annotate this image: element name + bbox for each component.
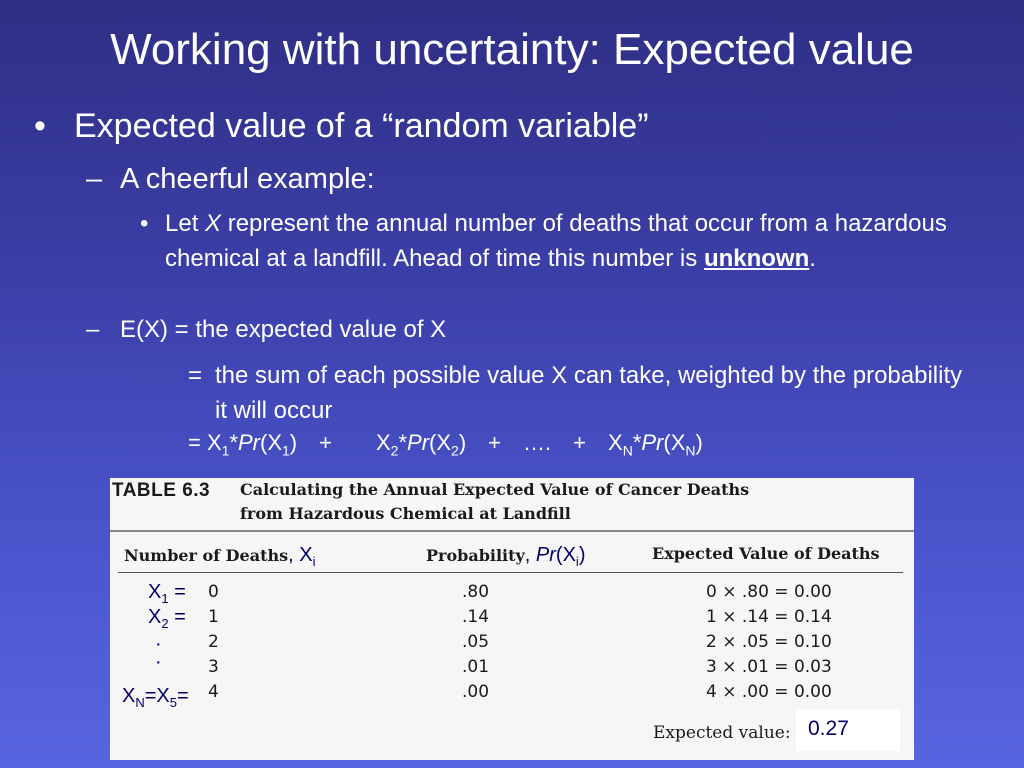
table-caption-line2: from Hazardous Chemical at Landfill [240, 504, 571, 523]
column-header-deaths-overlay [288, 544, 316, 569]
overlay-sub: i [312, 554, 316, 569]
subbullet-ex-definition [86, 316, 446, 344]
label-eq: = [168, 581, 186, 603]
formula-dots: …. [523, 430, 552, 455]
table-cell-deaths: 0 [208, 582, 219, 602]
column-header-deaths [124, 544, 315, 569]
table-cell-deaths: 1 [208, 607, 219, 627]
definition-sum-text: the sum of each possible value X can take, weighted by the probability it will occur [215, 362, 963, 424]
formula-arg: (X [663, 430, 686, 455]
formula-star: * [632, 430, 642, 455]
formula-plus: + [488, 430, 502, 455]
formula-star: * [229, 430, 238, 455]
column-header-deaths-text: Number of Deaths [124, 546, 289, 565]
formula-sub: 1 [221, 442, 230, 459]
formula-close: ) [695, 430, 703, 455]
table-cell-expected: 1 × .14 = 0.14 [706, 607, 832, 627]
equals-sign: = [188, 362, 203, 389]
formula-sub: N [622, 442, 633, 459]
table-cell-deaths: 2 [208, 632, 219, 652]
table-cell-probability: .80 [462, 582, 490, 602]
label-eq-x: =X [144, 685, 170, 707]
text-unknown: unknown [703, 245, 810, 272]
table-cell-deaths: 3 [208, 657, 219, 677]
table-cell-deaths: 4 [208, 682, 219, 702]
formula-pr: Pr [641, 430, 664, 455]
bullet-expected-value [34, 107, 649, 146]
table-cell-probability: .05 [462, 632, 490, 652]
subbullet-example-text: A cheerful example: [120, 163, 375, 195]
table-cell-probability: .14 [462, 607, 490, 627]
overlay-pr: Pr [535, 544, 556, 566]
label-sub: 5 [169, 695, 177, 710]
table-cell-expected: 3 × .01 = 0.03 [706, 657, 832, 677]
subbullet-ex-definition-text: E(X) = the expected value of X [120, 316, 447, 343]
table-caption [240, 478, 749, 526]
overlay-xi: , X [288, 544, 313, 566]
text-description: represent the annual number of deaths that occur from a hazardous chemical at a landfill. Ahead of time this number is [165, 210, 947, 272]
overlay-comma: , [524, 544, 536, 566]
label-x: X [122, 685, 136, 707]
label-xn [122, 684, 189, 715]
text-let: Let [165, 210, 206, 237]
label-x2 [148, 605, 186, 636]
formula-plus: + [573, 430, 586, 455]
table-cell-probability: .01 [462, 657, 490, 677]
dash-icon: – [86, 316, 100, 343]
table-caption-line1: Calculating the Annual Expected Value of Cancer Deaths [240, 480, 750, 499]
overlay-sub: i [575, 554, 579, 569]
column-header-probability [426, 544, 585, 569]
column-header-expected-value: Expected Value of Deaths [652, 544, 880, 563]
dash-icon: – [86, 163, 103, 195]
table-cell-expected: 0 × .80 = 0.00 [706, 582, 832, 602]
table-cell-expected: 2 × .05 = 0.10 [706, 632, 832, 652]
table-cell-probability: .00 [462, 682, 490, 702]
bullet-dot-icon: • [140, 210, 149, 237]
label-sub: 1 [161, 591, 169, 606]
example-description-text [165, 206, 970, 276]
label-x: X [148, 606, 162, 628]
formula-star: * [398, 430, 408, 455]
bullet-dot-icon: • [34, 107, 46, 145]
table-label: TABLE 6.3 [112, 480, 211, 501]
label-dot: · [155, 651, 162, 673]
variable-x: X [205, 210, 222, 237]
expected-value-box [796, 709, 900, 751]
subbullet-example [86, 163, 375, 196]
label-eq: = [168, 606, 186, 628]
formula-eq-x: = X [188, 430, 222, 455]
column-header-probability-overlay [524, 544, 586, 569]
label-dot: · [155, 633, 162, 655]
column-header-probability-text: Probability [426, 546, 525, 565]
example-description [140, 206, 970, 276]
formula-arg: (X [429, 430, 452, 455]
formula-pr: Pr [238, 430, 260, 455]
formula-pr: Pr [407, 430, 430, 455]
bullet-expected-value-text: Expected value of a “random variable” [74, 107, 649, 145]
overlay-arg: (X [555, 544, 576, 566]
formula-arg: (X [260, 430, 282, 455]
formula-close: ) [289, 430, 298, 455]
column-header-rule [118, 572, 903, 573]
table-6-3-image [110, 478, 914, 760]
formula-plus: + [319, 430, 332, 455]
label-sub: 2 [161, 616, 169, 631]
formula-close: ) [458, 430, 467, 455]
expected-value-result: 0.27 [808, 717, 849, 740]
expected-value-label: Expected value: [653, 723, 791, 743]
formula-x: X [375, 430, 391, 455]
label-x: X [148, 581, 162, 603]
formula-sub: 2 [390, 442, 399, 459]
formula-sub: 1 [282, 442, 290, 459]
formula-sub: N [685, 442, 696, 459]
formula-sub: 2 [451, 442, 459, 459]
table-header [110, 478, 914, 532]
definition-sum [188, 358, 978, 428]
slide-title: Working with uncertainty: Expected value [110, 25, 914, 74]
table-cell-expected: 4 × .00 = 0.00 [706, 682, 832, 702]
overlay-close: ) [578, 544, 586, 566]
label-eq: = [177, 685, 189, 707]
expected-value-formula [188, 430, 703, 458]
formula-x: X [608, 430, 623, 455]
text-period: . [809, 245, 816, 272]
label-sub: N [135, 695, 145, 710]
